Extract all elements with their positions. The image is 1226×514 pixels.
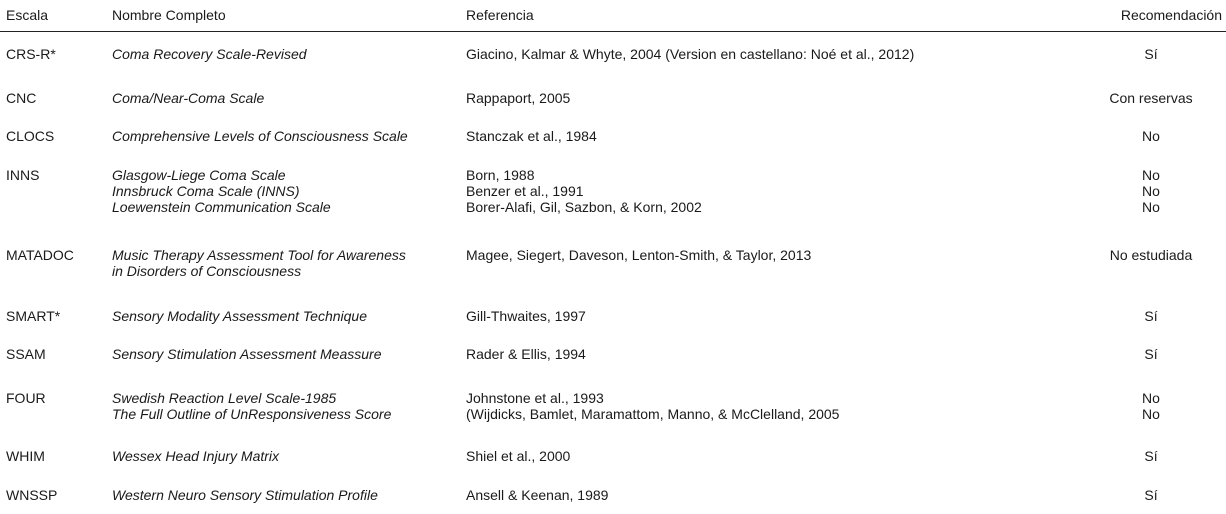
referencia-line: Rappaport, 2005 — [466, 90, 571, 106]
nombre-cell — [112, 46, 307, 62]
referencia-line: Born, 1988 — [466, 167, 535, 183]
nombre-cell — [112, 167, 331, 215]
escala-cell: SMART* — [6, 308, 61, 324]
escala-cell: MATADOC — [6, 247, 74, 263]
referencia-line: Stanczak et al., 1984 — [466, 128, 597, 144]
recomendacion-cell — [1076, 487, 1226, 503]
recomendacion-cell — [1076, 390, 1226, 422]
nombre-cell — [112, 390, 391, 422]
table-header — [0, 0, 1226, 32]
header-escala: Escala — [6, 7, 49, 23]
recomendacion-line: No — [1142, 128, 1160, 144]
nombre-line: Sensory Stimulation Assessment Meassure — [112, 346, 382, 362]
escala-cell: CRS-R* — [6, 46, 56, 62]
referencia-cell — [466, 308, 586, 324]
recomendacion-line: Sí — [1144, 308, 1158, 324]
referencia-cell — [466, 487, 608, 503]
nombre-line: Sensory Modality Assessment Technique — [112, 308, 367, 324]
recomendacion-cell — [1076, 308, 1226, 324]
recomendacion-cell — [1076, 46, 1226, 62]
referencia-line: Gill-Thwaites, 1997 — [466, 308, 586, 324]
escala-cell: SSAM — [6, 346, 46, 362]
nombre-line: The Full Outline of UnResponsiveness Score — [112, 406, 392, 422]
referencia-cell — [466, 90, 570, 106]
nombre-line: Wessex Head Injury Matrix — [112, 448, 280, 464]
referencia-line: Borer-Alafi, Gil, Sazbon, & Korn, 2002 — [466, 199, 702, 215]
nombre-line: Coma/Near-Coma Scale — [112, 90, 265, 106]
referencia-line: (Wijdicks, Bamlet, Maramattom, Manno, & McClelland, 2005 — [466, 406, 840, 422]
escala-cell: CNC — [6, 90, 37, 106]
recomendacion-cell — [1076, 346, 1226, 362]
nombre-line: Comprehensive Levels of Consciousness Scale — [112, 128, 408, 144]
referencia-cell — [466, 448, 570, 464]
recomendacion-line: No — [1142, 406, 1160, 422]
nombre-line: in Disorders of Consciousness — [112, 263, 302, 279]
header-recomendacion: Recomendación — [1120, 7, 1222, 23]
recomendacion-cell — [1076, 90, 1226, 106]
recomendacion-line: No — [1142, 390, 1160, 406]
referencia-cell — [466, 128, 597, 144]
nombre-cell — [112, 90, 264, 106]
recomendacion-line: Sí — [1144, 46, 1158, 62]
escala-cell: WNSSP — [6, 487, 58, 503]
nombre-line: Music Therapy Assessment Tool for Awareness — [112, 247, 406, 263]
nombre-line: Swedish Reaction Level Scale-1985 — [112, 390, 337, 406]
nombre-line: Glasgow-Liege Coma Scale — [112, 167, 286, 183]
escala-cell: WHIM — [6, 448, 45, 464]
referencia-cell — [466, 247, 811, 263]
nombre-cell — [112, 346, 381, 362]
recomendacion-line: Sí — [1144, 346, 1158, 362]
nombre-line: Coma Recovery Scale-Revised — [112, 46, 307, 62]
referencia-cell — [466, 46, 914, 62]
nombre-line: Western Neuro Sensory Stimulation Profile — [112, 487, 378, 503]
referencia-line: Benzer et al., 1991 — [466, 183, 584, 199]
referencia-line: Magee, Siegert, Daveson, Lenton-Smith, & Taylor, 2013 — [466, 247, 812, 263]
nombre-cell — [112, 448, 279, 464]
escala-cell: INNS — [6, 167, 40, 183]
header-referencia: Referencia — [466, 7, 534, 23]
recomendacion-line: Sí — [1144, 448, 1158, 464]
recomendacion-line: No estudiada — [1109, 247, 1193, 263]
recomendacion-cell — [1076, 167, 1226, 215]
recomendacion-cell — [1076, 128, 1226, 144]
referencia-cell — [466, 167, 702, 215]
recomendacion-line: Con reservas — [1109, 90, 1193, 106]
nombre-cell — [112, 128, 408, 144]
referencia-line: Giacino, Kalmar & Whyte, 2004 (Version en castellano: Noé et al., 2012) — [466, 46, 915, 62]
nombre-cell — [112, 247, 406, 279]
recomendacion-line: No — [1142, 167, 1160, 183]
recomendacion-cell — [1076, 448, 1226, 464]
referencia-cell — [466, 390, 839, 422]
nombre-cell — [112, 487, 378, 503]
referencia-line: Johnstone et al., 1993 — [466, 390, 604, 406]
recomendacion-line: Sí — [1144, 487, 1158, 503]
referencia-cell — [466, 346, 586, 362]
header-nombre-completo: Nombre Completo — [112, 7, 226, 23]
referencia-line: Rader & Ellis, 1994 — [466, 346, 586, 362]
nombre-line: Loewenstein Communication Scale — [112, 199, 331, 215]
referencia-line: Ansell & Keenan, 1989 — [466, 487, 609, 503]
escala-cell: CLOCS — [6, 128, 55, 144]
escala-cell: FOUR — [6, 390, 46, 406]
recomendacion-cell — [1076, 247, 1226, 263]
nombre-line: Innsbruck Coma Scale (INNS) — [112, 183, 300, 199]
recomendacion-line: No — [1142, 183, 1160, 199]
recomendacion-line: No — [1142, 199, 1160, 215]
nombre-cell — [112, 308, 367, 324]
referencia-line: Shiel et al., 2000 — [466, 448, 571, 464]
